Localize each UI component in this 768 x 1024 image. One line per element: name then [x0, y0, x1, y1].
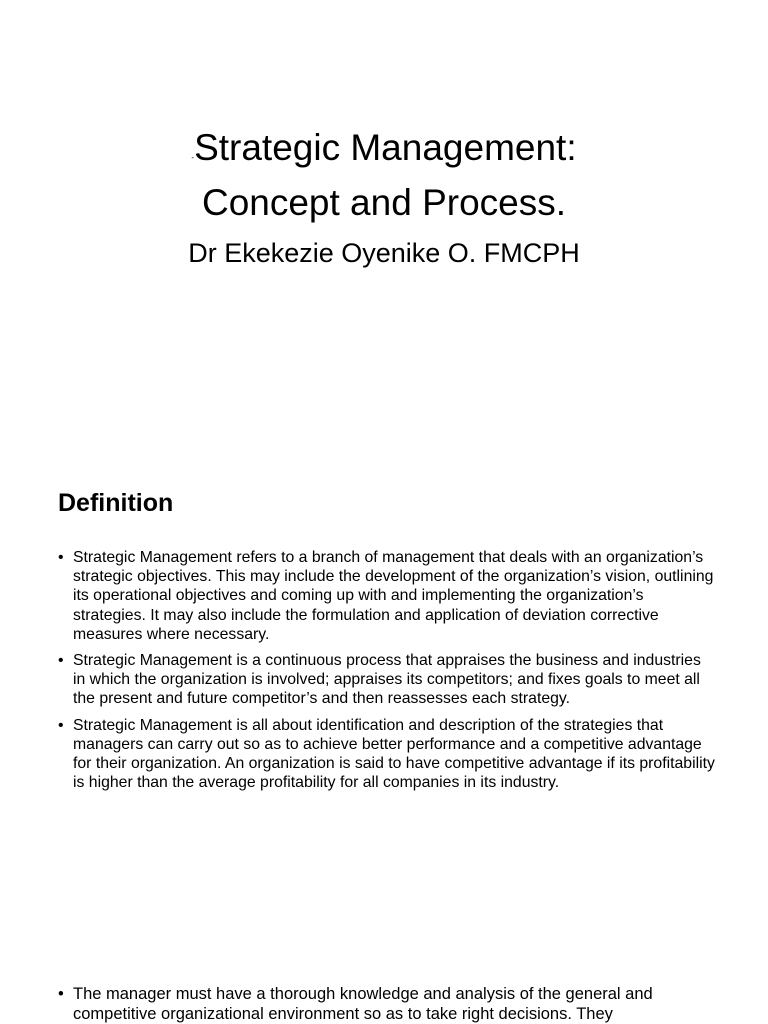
title-slide [0, 125, 768, 270]
bullet-text: The manager must have a thorough knowledge and analysis of the general and competitive organizational environment so as to take right decisions. They [73, 985, 653, 1023]
section-heading-definition: Definition [58, 489, 174, 517]
bullet-text: Strategic Management is a continuous process that appraises the business and industries in which the organization is involved; appraises its competitors; and fixes goals to meet all the present and future competitor’s and then reassesses each strategy. [73, 652, 701, 708]
bullet-icon: • [58, 549, 64, 566]
list-item [55, 716, 715, 793]
bullet-icon: • [58, 985, 64, 1003]
list-item [55, 548, 715, 644]
title-marker: - [191, 153, 195, 162]
slide-subtitle-author: Dr Ekekezie Oyenike O. FMCPH [188, 238, 580, 268]
slide-title-text-1: Strategic Management: [194, 127, 577, 168]
next-slide-bullet-list [55, 984, 715, 1024]
list-item [55, 984, 715, 1024]
slide-title-line-1 [0, 125, 768, 180]
definition-bullet-list [55, 548, 715, 799]
bullet-icon: • [58, 716, 64, 734]
bullet-text: Strategic Management refers to a branch of management that deals with an organization’s strategic objectives. This may include the development of the organization’s vision, outlining its operational objectives and coming up with and implementing the organization’s strategies. It may also include the formulation and application of deviation corrective measures where necessary. [73, 549, 714, 643]
bullet-text: Strategic Management is all about identification and description of the strategies that managers can carry out so as to achieve better performance and a competitive advantage for their organization. An organization is said to have competitive advantage if its profitability is higher than the average profitability for all companies in its industry. [73, 716, 715, 792]
bullet-icon: • [58, 652, 64, 670]
list-item [55, 651, 715, 709]
slide-title-line-2: Concept and Process. [201, 182, 567, 223]
